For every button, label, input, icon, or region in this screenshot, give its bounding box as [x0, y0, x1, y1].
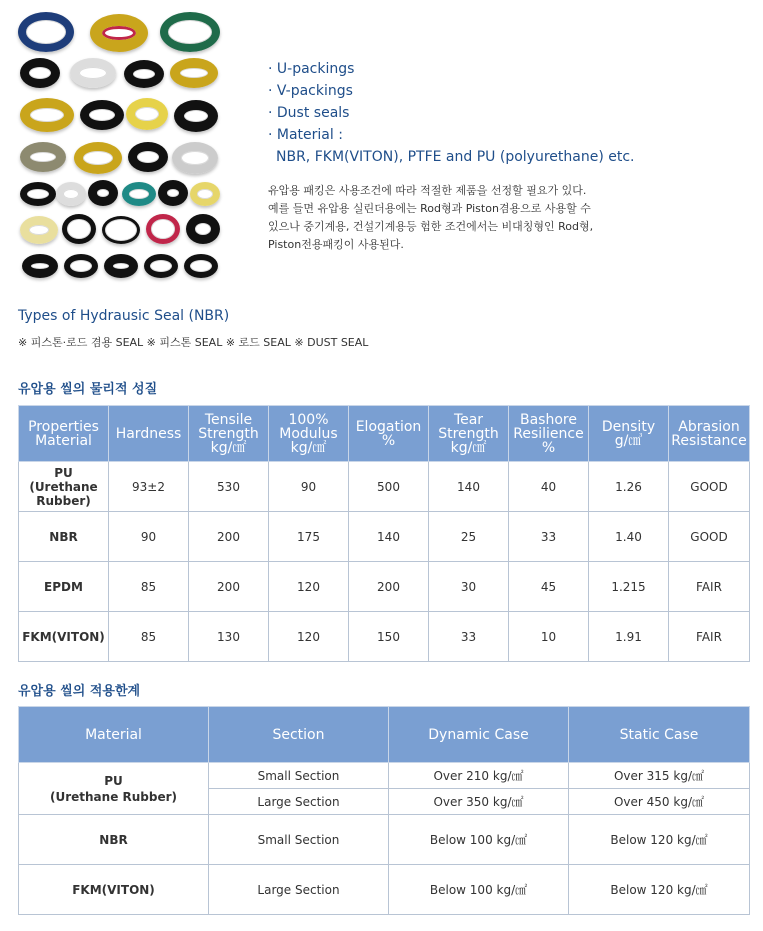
value-cell: 200: [189, 512, 269, 562]
header-text: Elogation: [355, 418, 422, 435]
properties-section-title: 유압용 씰의 물리적 성질: [18, 382, 158, 397]
value-cell: 85: [109, 562, 189, 612]
seal-ring: [20, 216, 58, 244]
value-cell: 140: [349, 512, 429, 562]
intro-line: Piston전용패킹이 사용된다.: [268, 238, 404, 251]
header-cell: [429, 406, 509, 462]
value-cell: 200: [349, 562, 429, 612]
material-name: (Urethane: [29, 479, 98, 494]
value-cell: 45: [509, 562, 589, 612]
seal-ring: [144, 254, 178, 278]
seal-product-photo: [14, 8, 226, 280]
seal-ring: [124, 60, 164, 88]
seal-ring: [184, 254, 218, 278]
table-row: [19, 462, 750, 512]
limits-section-title: 유압용 씰의 적용한계: [18, 684, 141, 699]
seal-ring: [22, 254, 58, 278]
seal-ring: [20, 182, 56, 206]
seal-ring: [172, 142, 218, 174]
material-name: PU: [54, 465, 73, 480]
value-cell: 90: [269, 462, 349, 512]
table-row: [19, 865, 750, 915]
header-cell: [109, 406, 189, 462]
table-header-row: [19, 707, 750, 763]
seal-ring: [102, 216, 140, 244]
material-name: FKM(VITON): [22, 629, 105, 644]
material-cell: [19, 612, 109, 662]
header-text: Strength: [438, 425, 499, 442]
seal-ring: [122, 182, 156, 206]
bullet-v-packings: · V-packings: [268, 83, 353, 99]
seal-ring: [170, 58, 218, 88]
material-name: Rubber): [36, 493, 91, 508]
header-text: 100%: [288, 411, 329, 428]
material-name-detail: (Urethane Rubber): [49, 789, 178, 804]
header-static-case: Static Case: [569, 707, 750, 763]
dynamic-cell: Over 350 kg/㎠: [389, 789, 569, 815]
seal-ring: [126, 98, 168, 130]
seal-ring: [64, 254, 98, 278]
value-cell: FAIR: [669, 612, 750, 662]
header-cell: [269, 406, 349, 462]
application-limits-table: [18, 706, 750, 915]
header-text: Resistance: [671, 432, 747, 449]
bullet-dust-seals: · Dust seals: [268, 105, 350, 121]
header-text: Resilience: [513, 425, 584, 442]
static-cell: Over 450 kg/㎠: [569, 789, 750, 815]
seal-ring: [190, 182, 220, 206]
bullet-material-list: NBR, FKM(VITON), PTFE and PU (polyurethane) etc.: [276, 149, 635, 165]
header-text: Strength: [198, 425, 259, 442]
value-cell: 1.91: [589, 612, 669, 662]
value-cell: GOOD: [669, 462, 750, 512]
header-text: Tear: [453, 411, 484, 428]
value-cell: GOOD: [669, 512, 750, 562]
seal-ring: [90, 14, 148, 52]
value-cell: 1.215: [589, 562, 669, 612]
types-note: ※ 피스톤·로드 겸용 SEAL ※ 피스톤 SEAL ※ 로드 SEAL ※ DUST SEAL: [18, 336, 369, 349]
header-text: %: [541, 439, 556, 456]
value-cell: 90: [109, 512, 189, 562]
table-row: [19, 763, 750, 789]
value-cell: 40: [509, 462, 589, 512]
intro-paragraph: [268, 182, 668, 254]
section-cell: Small Section: [209, 815, 389, 865]
static-cell: Below 120 kg/㎠: [569, 865, 750, 915]
dynamic-cell: Over 210 kg/㎠: [389, 763, 569, 789]
header-cell: [509, 406, 589, 462]
header-text: Properties: [28, 418, 99, 435]
product-bullet-list: [268, 58, 634, 168]
seal-ring: [146, 214, 180, 244]
types-title: Types of Hydrausic Seal (NBR): [18, 308, 230, 324]
header-cell: [349, 406, 429, 462]
value-cell: 33: [509, 512, 589, 562]
intro-line: 예를 들면 유압용 실린더용에는 Rod형과 Piston겸용으로 사용할 수: [268, 202, 591, 215]
value-cell: 1.26: [589, 462, 669, 512]
material-name: EPDM: [44, 579, 83, 594]
dynamic-cell: Below 100 kg/㎠: [389, 865, 569, 915]
header-text: Material: [35, 432, 92, 449]
header-text: Tensile: [204, 411, 253, 428]
value-cell: FAIR: [669, 562, 750, 612]
value-cell: 93±2: [109, 462, 189, 512]
intro-line: 있으나 중기계용, 건설기계용등 험한 조건에서는 비대칭형인 Rod형,: [268, 220, 594, 233]
material-cell: [19, 562, 109, 612]
material-cell: [19, 763, 209, 815]
header-cell: [189, 406, 269, 462]
seal-ring: [88, 180, 118, 206]
header-section: Section: [209, 707, 389, 763]
bullet-u-packings: · U-packings: [268, 61, 355, 77]
seal-ring: [20, 58, 60, 88]
header-text: kg/㎠: [450, 439, 487, 456]
intro-line: 유압용 패킹은 사용조건에 따라 적절한 제품을 선정할 필요가 있다.: [268, 184, 587, 197]
bullet-material: · Material :: [268, 127, 343, 143]
section-cell: Small Section: [209, 763, 389, 789]
seal-ring: [74, 142, 122, 174]
header-text: Bashore: [520, 411, 577, 428]
seal-ring: [160, 12, 220, 52]
material-cell: FKM(VITON): [19, 865, 209, 915]
value-cell: 530: [189, 462, 269, 512]
value-cell: 175: [269, 512, 349, 562]
value-cell: 85: [109, 612, 189, 662]
header-text: kg/㎠: [210, 439, 247, 456]
seal-ring: [18, 12, 74, 52]
value-cell: 130: [189, 612, 269, 662]
material-name: NBR: [49, 529, 78, 544]
value-cell: 25: [429, 512, 509, 562]
dynamic-cell: Below 100 kg/㎠: [389, 815, 569, 865]
value-cell: 120: [269, 562, 349, 612]
seal-ring: [174, 100, 218, 132]
header-text: Hardness: [115, 425, 182, 442]
value-cell: 30: [429, 562, 509, 612]
value-cell: 150: [349, 612, 429, 662]
value-cell: 140: [429, 462, 509, 512]
seal-ring: [62, 214, 96, 244]
material-cell: NBR: [19, 815, 209, 865]
table-row: [19, 512, 750, 562]
material-cell: [19, 512, 109, 562]
value-cell: 120: [269, 612, 349, 662]
seal-ring: [70, 58, 116, 88]
header-text: %: [381, 432, 396, 449]
value-cell: 500: [349, 462, 429, 512]
header-cell: [669, 406, 750, 462]
seal-ring: [128, 142, 168, 172]
value-cell: 33: [429, 612, 509, 662]
section-cell: Large Section: [209, 865, 389, 915]
header-text: kg/㎠: [290, 439, 327, 456]
seal-ring: [104, 254, 138, 278]
table-row: [19, 612, 750, 662]
header-text: Abrasion: [678, 418, 740, 435]
value-cell: 10: [509, 612, 589, 662]
seal-ring: [20, 98, 74, 132]
seal-ring: [80, 100, 124, 130]
table-row: [19, 815, 750, 865]
header-cell: [589, 406, 669, 462]
static-cell: Over 315 kg/㎠: [569, 763, 750, 789]
seal-ring: [158, 180, 188, 206]
physical-properties-table: [18, 405, 750, 662]
material-cell: [19, 462, 109, 512]
header-material: Material: [19, 707, 209, 763]
section-cell: Large Section: [209, 789, 389, 815]
table-header-row: [19, 406, 750, 462]
seal-ring: [20, 142, 66, 172]
header-cell: [19, 406, 109, 462]
table-row: [19, 562, 750, 612]
static-cell: Below 120 kg/㎠: [569, 815, 750, 865]
seal-ring: [186, 214, 220, 244]
value-cell: 200: [189, 562, 269, 612]
seal-ring: [56, 182, 86, 206]
material-name: PU: [104, 773, 123, 788]
header-text: Modulus: [279, 425, 338, 442]
header-dynamic-case: Dynamic Case: [389, 707, 569, 763]
header-text: Density: [601, 418, 656, 435]
header-text: g/㎤: [614, 432, 643, 449]
value-cell: 1.40: [589, 512, 669, 562]
